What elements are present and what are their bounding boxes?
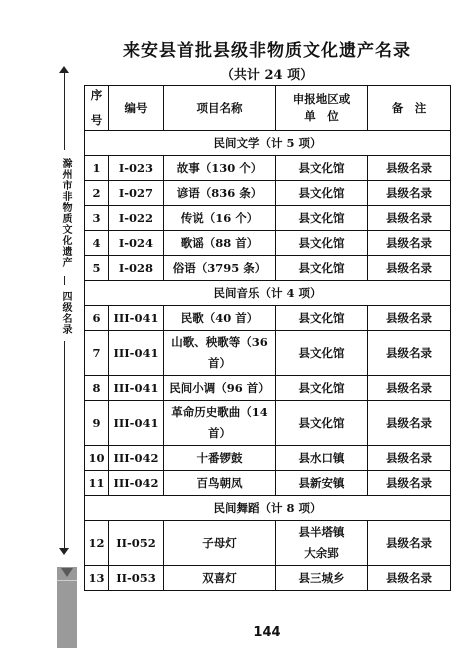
cell-code: II-052 xyxy=(109,521,164,566)
cell-name: 故事（130 个） xyxy=(164,156,276,181)
cell-dept-line1: 县半塔镇 xyxy=(298,525,345,539)
cell-name-line2: 首） xyxy=(208,356,231,370)
table-row xyxy=(85,566,451,591)
cell-note: 县级名录 xyxy=(368,471,451,496)
cell-note: 县级名录 xyxy=(368,256,451,281)
cell-name-line2: 首） xyxy=(208,426,231,440)
cell-name: 子母灯 xyxy=(164,521,276,566)
cell-code: III-041 xyxy=(109,401,164,446)
cell-name: 百鸟朝凤 xyxy=(164,471,276,496)
cell-code: III-041 xyxy=(109,331,164,376)
cell-dept: 县文化馆 xyxy=(276,156,368,181)
cell-name: 双喜灯 xyxy=(164,566,276,591)
cell-dept-line2: 大余郢 xyxy=(304,546,339,560)
cell-dept: 县文化馆 xyxy=(276,231,368,256)
page-subtitle: （共计 24 项） xyxy=(220,68,314,83)
page-number: 144 xyxy=(253,625,281,640)
table-row xyxy=(85,471,451,496)
cell-dept xyxy=(276,521,368,566)
table-row xyxy=(85,156,451,181)
cell-name-line1: 山歌、秧歌等（36 xyxy=(171,335,268,349)
cell-name: 歌谣（88 首） xyxy=(164,231,276,256)
cell-note: 县级名录 xyxy=(368,331,451,376)
cell-no: 6 xyxy=(85,306,109,331)
page-title: 来安县首批县级非物质文化遗产名录 xyxy=(123,41,411,61)
side-arrow-down-icon xyxy=(59,548,69,555)
cell-dept: 县文化馆 xyxy=(276,331,368,376)
table-row xyxy=(85,306,451,331)
cell-no: 7 xyxy=(85,331,109,376)
cell-name: 传说（16 个） xyxy=(164,206,276,231)
page-edge-stripe xyxy=(57,580,77,581)
cell-no: 5 xyxy=(85,256,109,281)
cell-dept: 县文化馆 xyxy=(276,256,368,281)
side-label-bottom: 四级名录 xyxy=(55,285,75,341)
header-name: 项目名称 xyxy=(164,86,276,131)
cell-code: III-041 xyxy=(109,306,164,331)
cell-name xyxy=(164,401,276,446)
cell-no: 12 xyxy=(85,521,109,566)
cell-no: 3 xyxy=(85,206,109,231)
cell-no: 13 xyxy=(85,566,109,591)
cell-note: 县级名录 xyxy=(368,401,451,446)
header-code: 编号 xyxy=(109,86,164,131)
page-edge-triangle-icon xyxy=(61,568,73,577)
cell-code: I-024 xyxy=(109,231,164,256)
cell-no: 10 xyxy=(85,446,109,471)
section-title: 民间文学（计 5 项） xyxy=(85,131,451,156)
cell-note: 县级名录 xyxy=(368,521,451,566)
cell-name xyxy=(164,331,276,376)
cell-note: 县级名录 xyxy=(368,156,451,181)
cell-no: 11 xyxy=(85,471,109,496)
cell-no: 8 xyxy=(85,376,109,401)
table-row xyxy=(85,206,451,231)
table-row xyxy=(85,401,451,446)
cell-name: 谚语（836 条） xyxy=(164,181,276,206)
table-row xyxy=(85,376,451,401)
cell-dept: 县文化馆 xyxy=(276,181,368,206)
cell-code: I-027 xyxy=(109,181,164,206)
table-row xyxy=(85,181,451,206)
header-dept-line1: 申报地区或 xyxy=(292,92,351,106)
section-row xyxy=(85,131,451,156)
cell-no: 9 xyxy=(85,401,109,446)
header-no-line2: 号 xyxy=(90,113,103,127)
heritage-table xyxy=(84,85,451,591)
cell-dept: 县文化馆 xyxy=(276,306,368,331)
cell-no: 4 xyxy=(85,231,109,256)
cell-code: I-022 xyxy=(109,206,164,231)
cell-note: 县级名录 xyxy=(368,231,451,256)
cell-note: 县级名录 xyxy=(368,181,451,206)
cell-no: 1 xyxy=(85,156,109,181)
table-row xyxy=(85,521,451,566)
table-row xyxy=(85,256,451,281)
header-no xyxy=(85,86,109,131)
section-row xyxy=(85,496,451,521)
table-row xyxy=(85,231,451,256)
header-dept-line2: 单 位 xyxy=(304,109,339,123)
cell-dept: 县文化馆 xyxy=(276,401,368,446)
cell-note: 县级名录 xyxy=(368,376,451,401)
cell-dept: 县文化馆 xyxy=(276,206,368,231)
table-row xyxy=(85,446,451,471)
cell-dept: 县水口镇 xyxy=(276,446,368,471)
cell-code: III-041 xyxy=(109,376,164,401)
cell-code: III-042 xyxy=(109,471,164,496)
cell-note: 县级名录 xyxy=(368,446,451,471)
cell-name-line1: 革命历史歌曲（14 xyxy=(171,405,268,419)
section-row xyxy=(85,281,451,306)
cell-name: 十番锣鼓 xyxy=(164,446,276,471)
cell-dept: 县新安镇 xyxy=(276,471,368,496)
table-header-row xyxy=(85,86,451,131)
cell-note: 县级名录 xyxy=(368,566,451,591)
table-row xyxy=(85,331,451,376)
cell-code: III-042 xyxy=(109,446,164,471)
cell-no: 2 xyxy=(85,181,109,206)
cell-note: 县级名录 xyxy=(368,306,451,331)
section-title: 民间舞蹈（计 8 项） xyxy=(85,496,451,521)
cell-name: 俗语（3795 条） xyxy=(164,256,276,281)
cell-code: I-023 xyxy=(109,156,164,181)
cell-note: 县级名录 xyxy=(368,206,451,231)
side-label-top: 滁州市非物质文化遗产 xyxy=(55,150,75,276)
cell-code: I-028 xyxy=(109,256,164,281)
header-no-line1: 序 xyxy=(90,88,103,102)
cell-name: 民间小调（96 首） xyxy=(164,376,276,401)
cell-dept: 县文化馆 xyxy=(276,376,368,401)
cell-dept: 县三城乡 xyxy=(276,566,368,591)
header-note: 备 注 xyxy=(368,86,451,131)
cell-code: II-053 xyxy=(109,566,164,591)
section-title: 民间音乐（计 4 项） xyxy=(85,281,451,306)
cell-name: 民歌（40 首） xyxy=(164,306,276,331)
header-dept xyxy=(276,86,368,131)
